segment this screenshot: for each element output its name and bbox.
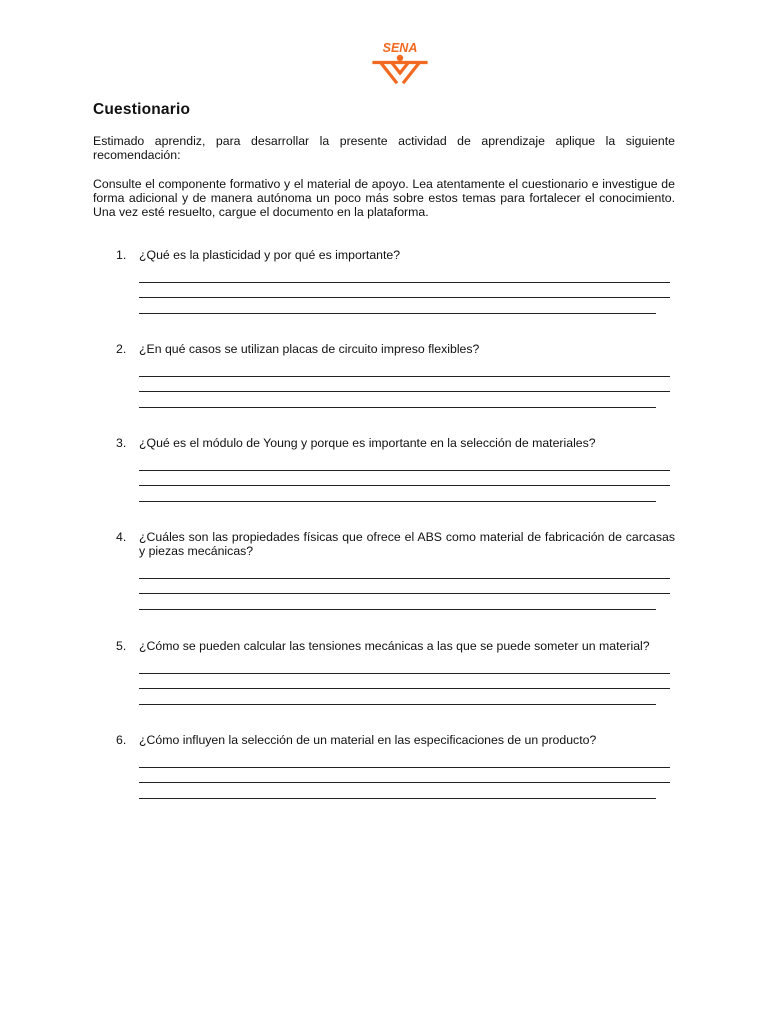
question-number: 3. <box>116 436 127 450</box>
answer-line[interactable] <box>139 267 670 283</box>
answer-line[interactable] <box>139 486 656 502</box>
question-number: 2. <box>116 342 127 356</box>
answer-line[interactable] <box>139 752 670 768</box>
intro-paragraph-2: Consulte el componente formativo y el material de apoyo. Lea atentamente el cuestionario e investigue de forma adicional y de manera autónoma un poco más sobre estos temas para fortalecer el conocimiento. Una vez esté resuelto, cargue el documento en la plataforma. <box>93 177 675 219</box>
answer-line[interactable] <box>139 283 670 299</box>
answer-line[interactable] <box>139 563 670 579</box>
answer-line[interactable] <box>139 674 670 690</box>
answer-line[interactable] <box>139 594 656 610</box>
question-text: ¿Cuáles son las propiedades físicas que ofrece el ABS como material de fabricación de carcasas y piezas mecánicas? <box>139 530 675 558</box>
answer-area[interactable] <box>139 563 675 610</box>
answer-area[interactable] <box>139 267 675 314</box>
answer-area[interactable] <box>139 658 675 705</box>
answer-area[interactable] <box>139 455 675 502</box>
question-number: 6. <box>116 733 127 747</box>
answer-area[interactable] <box>139 361 675 408</box>
question-3 <box>111 436 675 502</box>
answer-line[interactable] <box>139 298 656 314</box>
question-number: 1. <box>116 248 127 262</box>
answer-line[interactable] <box>139 579 670 595</box>
answer-line[interactable] <box>139 377 670 393</box>
answer-line[interactable] <box>139 455 670 471</box>
intro-paragraph-1: Estimado aprendiz, para desarrollar la presente actividad de aprendizaje aplique la siguiente recomendación: <box>93 134 675 162</box>
answer-line[interactable] <box>139 361 670 377</box>
answer-area[interactable] <box>139 752 675 799</box>
question-number: 4. <box>116 530 127 544</box>
answer-line[interactable] <box>139 658 670 674</box>
answer-line[interactable] <box>139 392 656 408</box>
sena-logo-dot <box>397 55 403 61</box>
question-text: ¿Cómo influyen la selección de un material en las especificaciones de un producto? <box>139 733 597 747</box>
question-text: ¿Qué es el módulo de Young y porque es importante en la selección de materiales? <box>139 436 596 450</box>
question-6 <box>111 733 675 799</box>
question-number: 5. <box>116 639 127 653</box>
question-text: ¿Qué es la plasticidad y por qué es importante? <box>139 248 401 262</box>
answer-line[interactable] <box>139 471 670 487</box>
answer-line[interactable] <box>139 768 670 784</box>
question-4 <box>111 530 675 610</box>
question-text: ¿En qué casos se utilizan placas de circuito impreso flexibles? <box>139 342 480 356</box>
sena-logo-figure <box>374 63 426 83</box>
document-title: Cuestionario <box>93 101 191 118</box>
question-5 <box>111 639 675 705</box>
answer-line[interactable] <box>139 689 656 705</box>
question-1 <box>111 248 675 314</box>
question-2 <box>111 342 675 408</box>
sena-logo-text: SENA <box>382 41 418 55</box>
sena-logo <box>371 39 429 85</box>
answer-line[interactable] <box>139 783 656 799</box>
question-text: ¿Cómo se pueden calcular las tensiones mecánicas a las que se puede someter un material? <box>139 639 650 653</box>
